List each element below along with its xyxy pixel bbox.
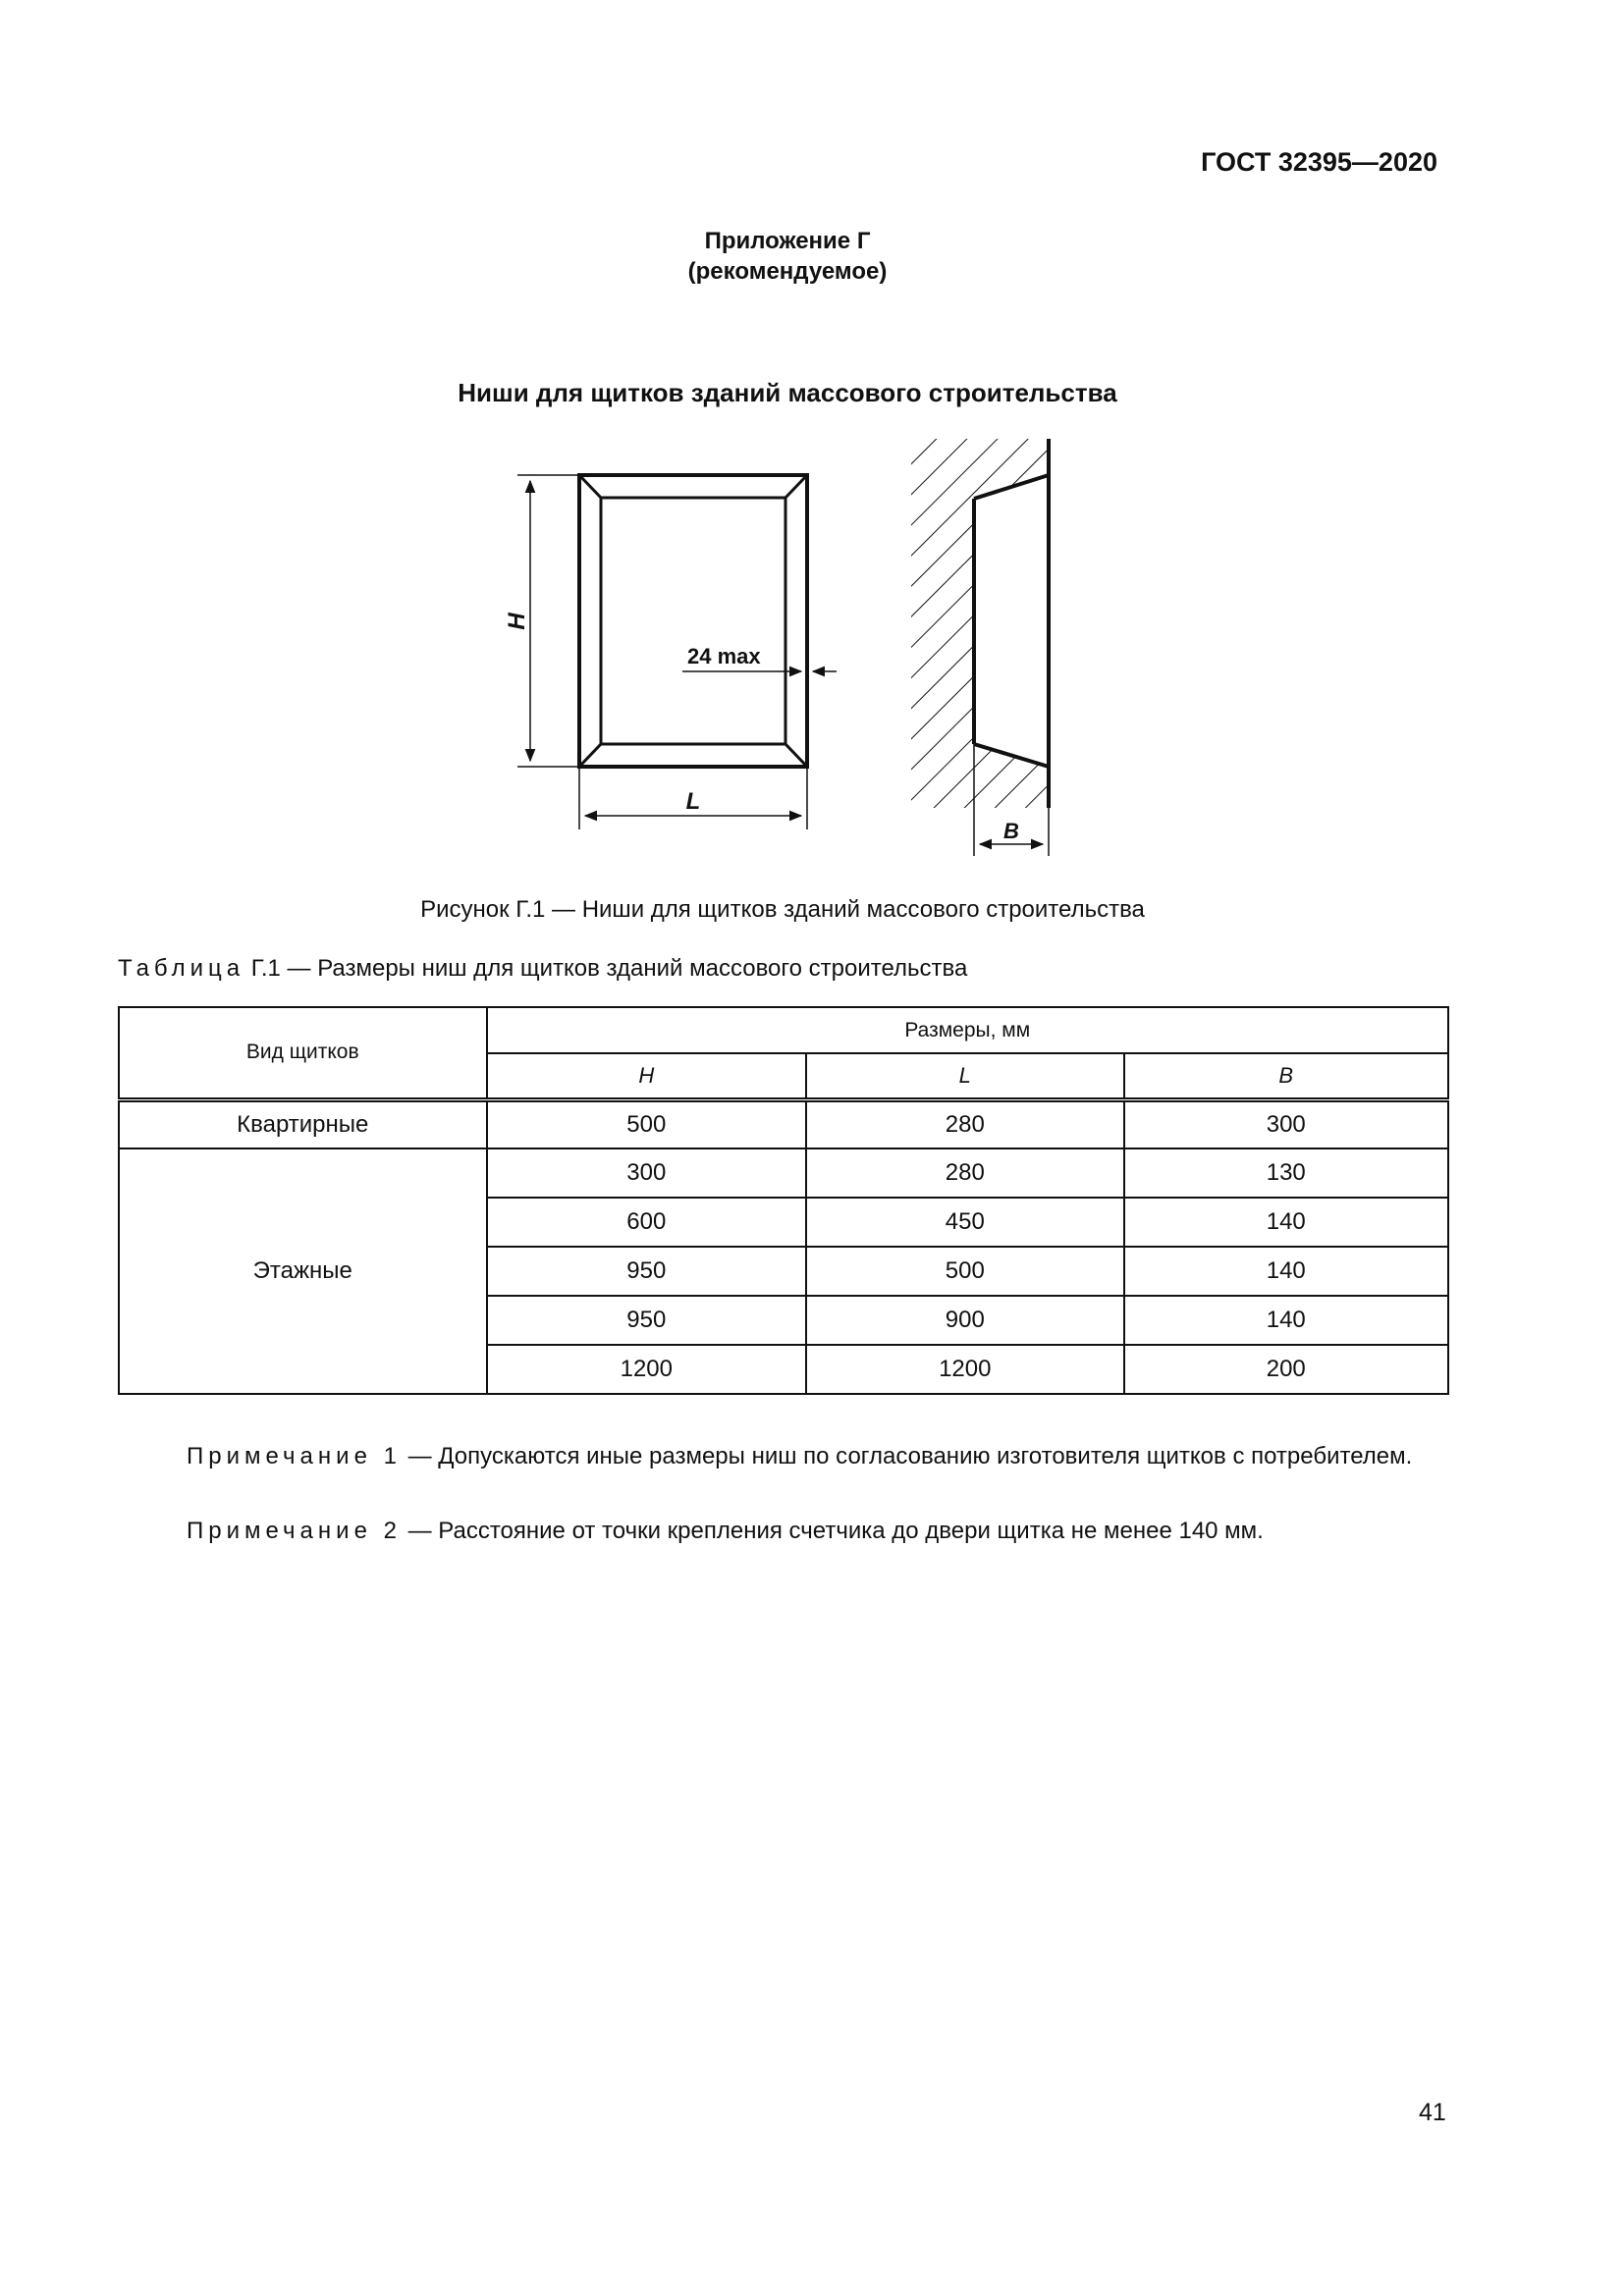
table-row	[119, 1148, 1448, 1198]
note-2-label: Примечание 2	[187, 1518, 402, 1544]
cell-l: 450	[806, 1198, 1123, 1247]
label-b: B	[1003, 819, 1019, 843]
cell-h: 600	[487, 1198, 806, 1247]
header-b: B	[1124, 1053, 1448, 1099]
cell-h: 300	[487, 1148, 806, 1198]
note-1-text: — Допускаются иные размеры ниш по согласованию изготовителя щитков с потребителем.	[401, 1443, 1413, 1469]
note-1-label: Примечание 1	[187, 1443, 402, 1469]
page-number: 41	[1419, 2099, 1446, 2126]
table-caption-word: Таблица	[118, 955, 245, 982]
cell-l: 280	[806, 1148, 1123, 1198]
label-h: H	[504, 613, 530, 630]
section-view	[911, 439, 1049, 856]
cell-l: 500	[806, 1247, 1123, 1296]
appendix-kind: (рекомендуемое)	[687, 258, 888, 285]
cell-b: 200	[1124, 1345, 1448, 1394]
dimensions-table	[118, 1006, 1449, 1395]
header-panel-type: Вид щитков	[119, 1007, 487, 1099]
cell-l: 900	[806, 1296, 1123, 1345]
table-caption-text: Г.1 — Размеры ниш для щитков зданий массового строительства	[244, 955, 968, 982]
header-h: H	[487, 1053, 806, 1099]
cell-h: 500	[487, 1099, 806, 1148]
section-title: Ниши для щитков зданий массового строительства	[458, 378, 1117, 407]
appendix-title: Приложение Г	[704, 228, 871, 254]
note-1	[118, 1441, 1449, 1471]
note-2	[118, 1516, 1449, 1546]
cell-b: 300	[1124, 1099, 1448, 1148]
group-label-apartment: Квартирные	[119, 1099, 487, 1148]
front-view	[579, 475, 807, 767]
cell-b: 140	[1124, 1247, 1448, 1296]
header-dimensions: Размеры, мм	[487, 1007, 1448, 1053]
note-2-text: — Расстояние от точки крепления счетчика до двери щитка не менее 140 мм.	[401, 1518, 1264, 1544]
document-code: ГОСТ 32395—2020	[1201, 147, 1437, 177]
cell-l: 280	[806, 1099, 1123, 1148]
cell-b: 140	[1124, 1198, 1448, 1247]
cell-h: 950	[487, 1247, 806, 1296]
label-24max: 24 max	[687, 644, 761, 668]
cell-b: 130	[1124, 1148, 1448, 1198]
cell-h: 950	[487, 1296, 806, 1345]
cell-l: 1200	[806, 1345, 1123, 1394]
figure-caption: Рисунок Г.1 — Ниши для щитков зданий массового строительства	[420, 896, 1145, 923]
table-caption	[118, 955, 967, 983]
niche-drawing	[0, 0, 1624, 883]
group-label-floor: Этажные	[119, 1148, 487, 1394]
cell-h: 1200	[487, 1345, 806, 1394]
label-l: L	[685, 788, 701, 815]
cell-b: 140	[1124, 1296, 1448, 1345]
table-row	[119, 1099, 1448, 1148]
header-l: L	[806, 1053, 1123, 1099]
